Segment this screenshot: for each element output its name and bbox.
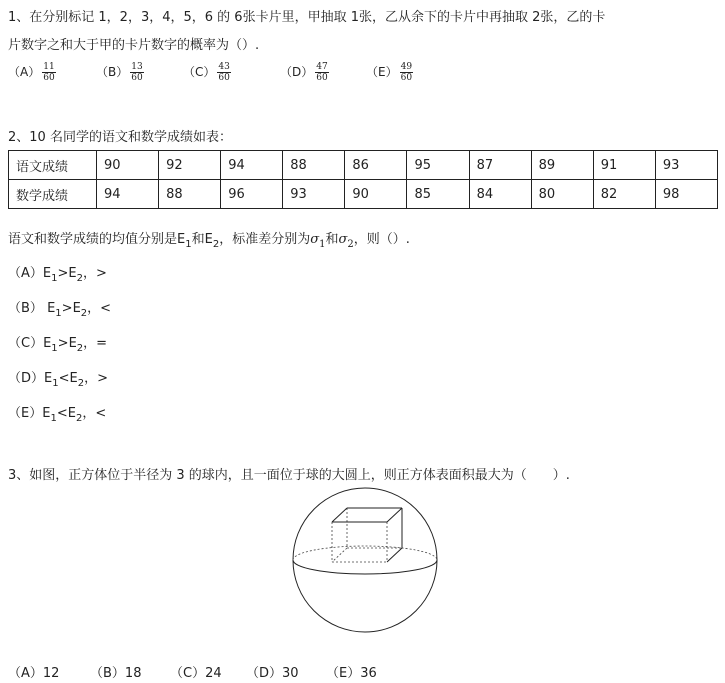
cube-visible-edges xyxy=(332,508,402,562)
table-cell: 94 xyxy=(97,180,159,209)
q2-option-e[interactable]: $(E)E_1<E_2$，< xyxy=(8,406,107,424)
option-label: （D） xyxy=(280,65,314,79)
q3-option-d[interactable]: （D）30 xyxy=(246,666,299,681)
fraction: $\frac{11}{60}$ xyxy=(43,62,55,83)
q2-option-a[interactable]: $(A)E_1>E_2$，> xyxy=(8,266,107,284)
table-cell: 87 xyxy=(469,151,531,180)
q1-option-b[interactable] xyxy=(96,62,144,83)
table-cell: 82 xyxy=(593,180,655,209)
fraction: $\frac{49}{60}$ xyxy=(400,62,413,83)
table-cell: 91 xyxy=(593,151,655,180)
option-label: （C） xyxy=(183,65,216,79)
q3-option-a[interactable]: （A）12 xyxy=(8,666,60,681)
table-cell: 89 xyxy=(531,151,593,180)
table-cell: 90 xyxy=(345,180,407,209)
sphere-cube-figure xyxy=(290,484,440,636)
table-cell: 80 xyxy=(531,180,593,209)
q1-stem-line1: 1、在分别标记 1，2，3，4，5，6 的 6张卡片里，甲抽取 1张，乙从余下的卡片中再抽取 2张，乙的卡 xyxy=(8,10,606,25)
q1-option-a[interactable] xyxy=(8,62,56,83)
option-label: （A） xyxy=(8,65,41,79)
table-cell: 88 xyxy=(159,180,221,209)
option-label: （B） xyxy=(96,65,129,79)
table-cell: 86 xyxy=(345,151,407,180)
table-row xyxy=(9,151,718,180)
scores-table xyxy=(8,150,718,209)
q2-stem: 2、10 名同学的语文和数学成绩如表： xyxy=(8,130,232,145)
q3-stem: 3、如图，正方体位于半径为 3 的球内，且一面位于球的大圆上，则正方体表面积最大为（ ）. xyxy=(8,468,570,483)
option-label: （E） xyxy=(366,65,398,79)
q3-option-b[interactable]: （B）18 xyxy=(90,666,142,681)
table-cell: 88 xyxy=(283,151,345,180)
table-cell: 93 xyxy=(283,180,345,209)
table-cell: 84 xyxy=(469,180,531,209)
q2-option-c[interactable]: $(C)E_1>E_2$，= xyxy=(8,336,108,354)
q1-option-d[interactable] xyxy=(280,62,329,83)
table-cell: 98 xyxy=(655,180,717,209)
q1-option-e[interactable] xyxy=(366,62,413,83)
fraction: $\frac{47}{60}$ xyxy=(316,62,328,83)
row-header: 数学成绩 xyxy=(9,180,97,209)
table-cell: 90 xyxy=(97,151,159,180)
cube-hidden-edges xyxy=(332,508,402,562)
table-row xyxy=(9,180,718,209)
q2-question: 语文和数学成绩的均值分别是$E_1$和$E_2$，标准差分别为$\sigma_1$和$\sigma_2$，则（）. xyxy=(8,232,410,250)
q2-option-d[interactable]: $(D)E_1<E_2$，> xyxy=(8,371,109,389)
table-cell: 96 xyxy=(221,180,283,209)
q1-stem-line2: 片数字之和大于甲的卡片数字的概率为（）. xyxy=(8,38,260,53)
q3-option-c[interactable]: （C）24 xyxy=(170,666,222,681)
table-cell: 95 xyxy=(407,151,469,180)
q3-option-e[interactable]: （E）36 xyxy=(326,666,377,681)
table-cell: 85 xyxy=(407,180,469,209)
table-cell: 92 xyxy=(159,151,221,180)
sphere-outline xyxy=(293,488,437,632)
q1-option-c[interactable] xyxy=(183,62,231,83)
table-cell: 93 xyxy=(655,151,717,180)
fraction: $\frac{43}{60}$ xyxy=(218,62,230,83)
fraction: $\frac{13}{60}$ xyxy=(131,62,143,83)
q2-option-b[interactable]: （B） $E_1>E_2$，< xyxy=(8,301,112,319)
table-cell: 94 xyxy=(221,151,283,180)
row-header: 语文成绩 xyxy=(9,151,97,180)
